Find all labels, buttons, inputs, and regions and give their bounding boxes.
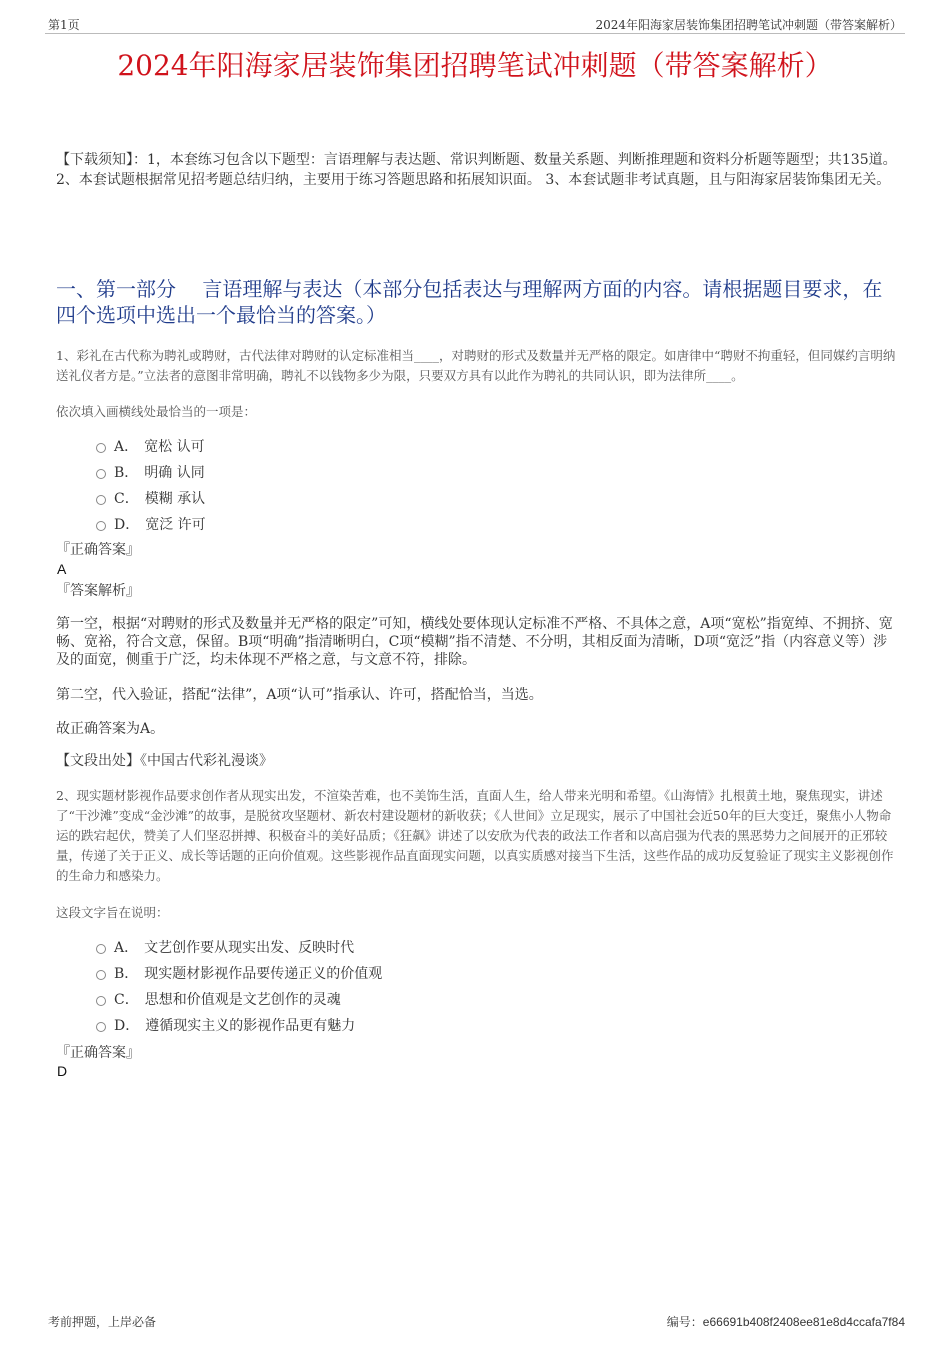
question-2-options: [96, 934, 382, 1038]
question-1-analysis-label: 『答案解析』: [56, 583, 140, 599]
footer-code-label: 编号：: [666, 1315, 703, 1329]
option-letter: A．: [114, 940, 139, 956]
question-1-analysis-para-2: 第二空，代入验证，搭配“法律”，A项“认可”指承认、许可，搭配恰当，当选。: [56, 687, 543, 703]
page-number: 第1页: [48, 18, 80, 32]
option-letter: D．: [114, 517, 140, 533]
option-letter: B．: [114, 465, 139, 481]
option-text: 文艺创作要从现实出发、反映时代: [144, 940, 355, 956]
question-1-option-d[interactable]: [96, 511, 206, 537]
question-2-option-b[interactable]: [96, 960, 382, 986]
page-header: [45, 14, 905, 34]
question-1-answer: A: [57, 561, 67, 577]
question-2-option-c[interactable]: [96, 986, 382, 1012]
question-1-option-b[interactable]: [96, 459, 206, 485]
footer-code: [667, 1313, 905, 1330]
question-2-answer-label: 『正确答案』: [56, 1045, 140, 1061]
question-2-option-d[interactable]: [96, 1012, 382, 1038]
option-letter: D．: [114, 1018, 140, 1034]
radio-icon[interactable]: [96, 996, 106, 1006]
option-text: 遵循现实主义的影视作品更有魅力: [145, 1018, 356, 1034]
radio-icon[interactable]: [96, 469, 106, 479]
section-title: 一、第一部分 言语理解与表达（本部分包括表达与理解两方面的内容。请根据题目要求，在四个选项中选出一个最恰当的答案。）: [56, 277, 883, 327]
question-1-analysis-para-1: 第一空，根据“对聘财的形式及数量并无严格的限定”可知，横线处要体现认定标准不严格、不具体之意，A项“宽松”指宽绰、不拥挤、宽畅、宽裕，符合文意，保留。B项“明确”指清晰明白，C项“模糊”指不清楚、不分明，其相反面为清晰，D项“宽泛”指（内容意义等）涉及的面宽，侧重于广泛，均未体现不严格之意，与文意不符，排除。: [56, 616, 893, 668]
document-title: 2024年阳海家居装饰集团招聘笔试冲刺题（带答案解析）: [117, 49, 833, 82]
question-2-option-a[interactable]: [96, 934, 382, 960]
download-notice: 【下载须知】：1，本套练习包含以下题型：言语理解与表达题、常识判断题、数量关系题、判断推理题和资料分析题等题型；共135道。 2、本套试题根据常见招考题总结归纳，主要用于练习答题思路和拓展知识面。 3、本套试题非考试真题，且与阳海家居装饰集团无关。: [56, 152, 897, 188]
question-1-option-a[interactable]: [96, 433, 206, 459]
question-1-option-c[interactable]: [96, 485, 206, 511]
radio-icon[interactable]: [96, 495, 106, 505]
question-1-answer-label: 『正确答案』: [56, 542, 140, 558]
radio-icon[interactable]: [96, 443, 106, 453]
question-2-text: 2、现实题材影视作品要求创作者从现实出发，不渲染苦难，也不美饰生活，直面人生，给人带来光明和希望。《山海情》扎根黄土地，聚焦现实，讲述了“干沙滩”变成“金沙滩”的故事，是脱贫攻坚题材、新农村建设题材的新收获；《人世间》立足现实，展示了中国社会近50年的巨大变迁，聚焦小人物命运的跌宕起伏，赞美了人们坚忍拼搏、积极奋斗的美好品质；《狂飙》讲述了以安欣为代表的政法工作者和以高启强为代表的黑恶势力之间展开的正邪较量，传递了关于正义、成长等话题的正向价值观。这些影视作品直面现实问题，以真实质感对接当下生活，这些作品的成功反复验证了现实主义影视创作的生命力和感染力。: [56, 788, 894, 883]
footer-slogan: 考前押题，上岸必备: [48, 1315, 157, 1329]
question-1-analysis-para-3: 故正确答案为A。: [56, 721, 165, 737]
radio-icon[interactable]: [96, 970, 106, 980]
option-letter: B．: [114, 966, 139, 982]
option-letter: C．: [114, 992, 139, 1008]
question-1-text: 1、彩礼在古代称为聘礼或聘财，古代法律对聘财的认定标准相当____，对聘财的形式及数量并无严格的限定。如唐律中“聘财不拘重轻，但同媒约言明纳送礼仪者方是。”立法者的意图非常明确，聘礼不以钱物多少为限，只要双方具有以此作为聘礼的共同认识，即为法律所____。: [56, 348, 896, 383]
option-letter: C．: [114, 491, 139, 507]
option-text: 模糊 承认: [144, 491, 206, 507]
footer-code-value: e66691b408f2408ee81e8d4ccafa7f84: [702, 1315, 905, 1329]
header-doc-name: 2024年阳海家居装饰集团招聘笔试冲刺题（带答案解析）: [595, 18, 902, 32]
question-1-options: [96, 433, 206, 537]
question-2-prompt: 这段文字旨在说明：: [56, 905, 169, 920]
question-1-source: 【文段出处】《中国古代彩礼漫谈》: [56, 753, 273, 769]
question-1-prompt: 依次填入画横线处最恰当的一项是：: [56, 404, 257, 419]
option-text: 宽泛 许可: [145, 517, 206, 533]
option-text: 宽松 认可: [144, 439, 205, 455]
option-text: 思想和价值观是文艺创作的灵魂: [144, 992, 341, 1008]
radio-icon[interactable]: [96, 521, 106, 531]
option-text: 明确 认同: [144, 465, 205, 481]
radio-icon[interactable]: [96, 1022, 106, 1032]
option-text: 现实题材影视作品要传递正义的价值观: [144, 966, 383, 982]
question-2-answer: D: [57, 1063, 68, 1079]
radio-icon[interactable]: [96, 944, 106, 954]
option-letter: A．: [114, 439, 139, 455]
